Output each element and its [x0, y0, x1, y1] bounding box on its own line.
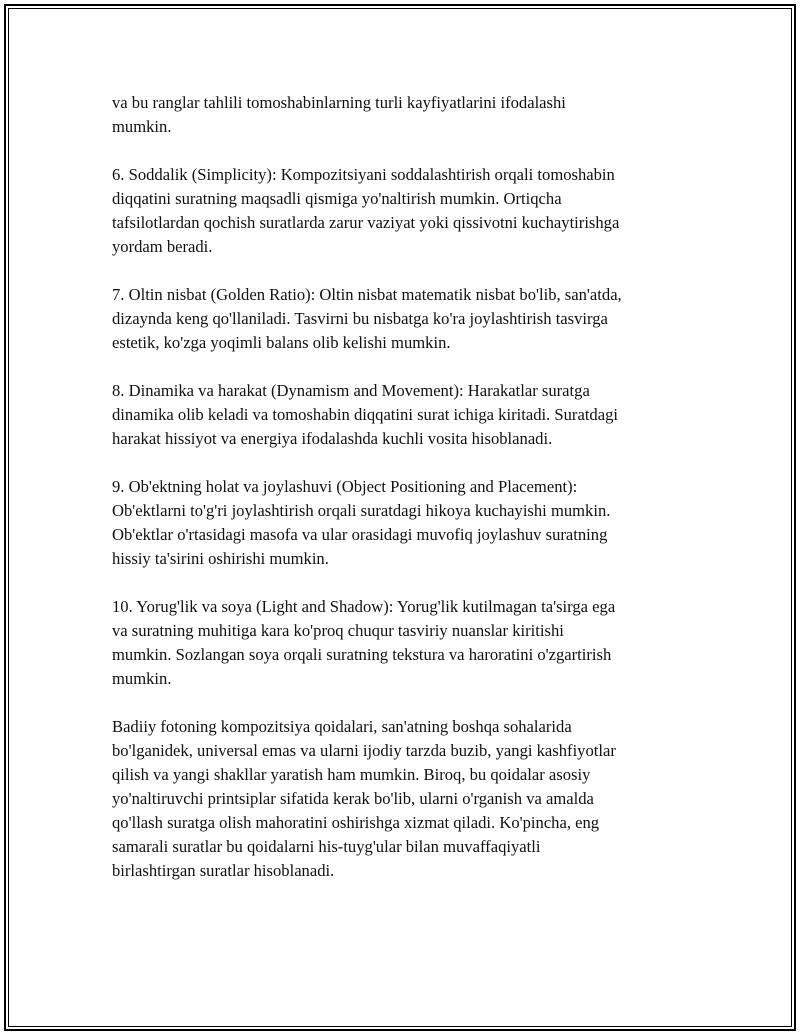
text-line: qilish va yangi shakllar yaratish ham mumkin. Biroq, bu qoidalar asosiy — [112, 765, 591, 784]
text-line: tafsilotlardan qochish suratlarda zarur vaziyat yoki qissivotni kuchaytirishga — [112, 213, 620, 232]
text-line: bo'lganidek, universal emas va ularni ijodiy tarzda buzib, yangi kashfiyotlar — [112, 741, 616, 760]
text-line: hissiy ta'sirini oshirishi mumkin. — [112, 549, 329, 568]
document-body — [112, 91, 702, 907]
text-line: birlashtirgan suratlar hisoblanadi. — [112, 861, 335, 880]
text-line: qo'llash suratga olish mahoratini oshirishga xizmat qiladi. Ko'pincha, eng — [112, 813, 600, 832]
text-line: yo'naltiruvchi printsiplar sifatida kerak bo'lib, ularni o'rganish va amalda — [112, 789, 594, 808]
text-line: estetik, ko'zga yoqimli balans olib kelishi mumkin. — [112, 333, 451, 352]
text-line: 10. Yorug'lik va soya (Light and Shadow): Yorug'lik kutilmagan ta'sirga ega — [112, 597, 616, 616]
paragraph-simplicity — [112, 163, 702, 259]
text-line: va suratning muhitiga kara ko'proq chuqur tasviriy nuanslar kiritishi — [112, 621, 564, 640]
text-line: 8. Dinamika va harakat (Dynamism and Movement): Harakatlar suratga — [112, 381, 590, 400]
text-line: 7. Oltin nisbat (Golden Ratio): Oltin nisbat matematik nisbat bo'lib, san'atda, — [112, 285, 622, 304]
text-line: samarali suratlar bu qoidalarni his-tuyg'ular bilan muvaffaqiyatli — [112, 837, 541, 856]
text-line: Ob'ektlar o'rtasidagi masofa va ular orasidagi muvofiq joylashuv suratning — [112, 525, 608, 544]
text-line: Badiiy fotoning kompozitsiya qoidalari, san'atning boshqa sohalarida — [112, 717, 572, 736]
text-line: 6. Soddalik (Simplicity): Kompozitsiyani soddalashtirish orqali tomoshabin — [112, 165, 615, 184]
text-line: 9. Ob'ektning holat va joylashuvi (Object Positioning and Placement): — [112, 477, 578, 496]
text-line: dizaynda keng qo'llaniladi. Tasvirni bu nisbatga ko'ra joylashtirish tasvirga — [112, 309, 608, 328]
paragraph-light-shadow — [112, 595, 702, 691]
text-line: harakat hissiyot va energiya ifodalashda kuchli vosita hisoblanadi. — [112, 429, 553, 448]
text-line: mumkin. — [112, 117, 172, 136]
text-line: mumkin. Sozlangan soya orqali suratning tekstura va haroratini o'zgartirish — [112, 645, 612, 664]
paragraph-golden-ratio — [112, 283, 702, 355]
text-line: dinamika olib keladi va tomoshabin diqqatini surat ichiga kiritadi. Suratdagi — [112, 405, 619, 424]
text-line: Ob'ektlarni to'g'ri joylashtirish orqali suratdagi hikoya kuchayishi mumkin. — [112, 501, 611, 520]
paragraph-color-analysis — [112, 91, 702, 139]
paragraph-object-positioning — [112, 475, 702, 571]
text-line: diqqatini suratning maqsadli qismiga yo'naltirish mumkin. Ortiqcha — [112, 189, 562, 208]
text-line: yordam beradi. — [112, 237, 213, 256]
paragraph-conclusion — [112, 715, 702, 883]
text-line: va bu ranglar tahlili tomoshabinlarning turli kayfiyatlarini ifodalashi — [112, 93, 566, 112]
text-line: mumkin. — [112, 669, 172, 688]
paragraph-dynamism — [112, 379, 702, 451]
